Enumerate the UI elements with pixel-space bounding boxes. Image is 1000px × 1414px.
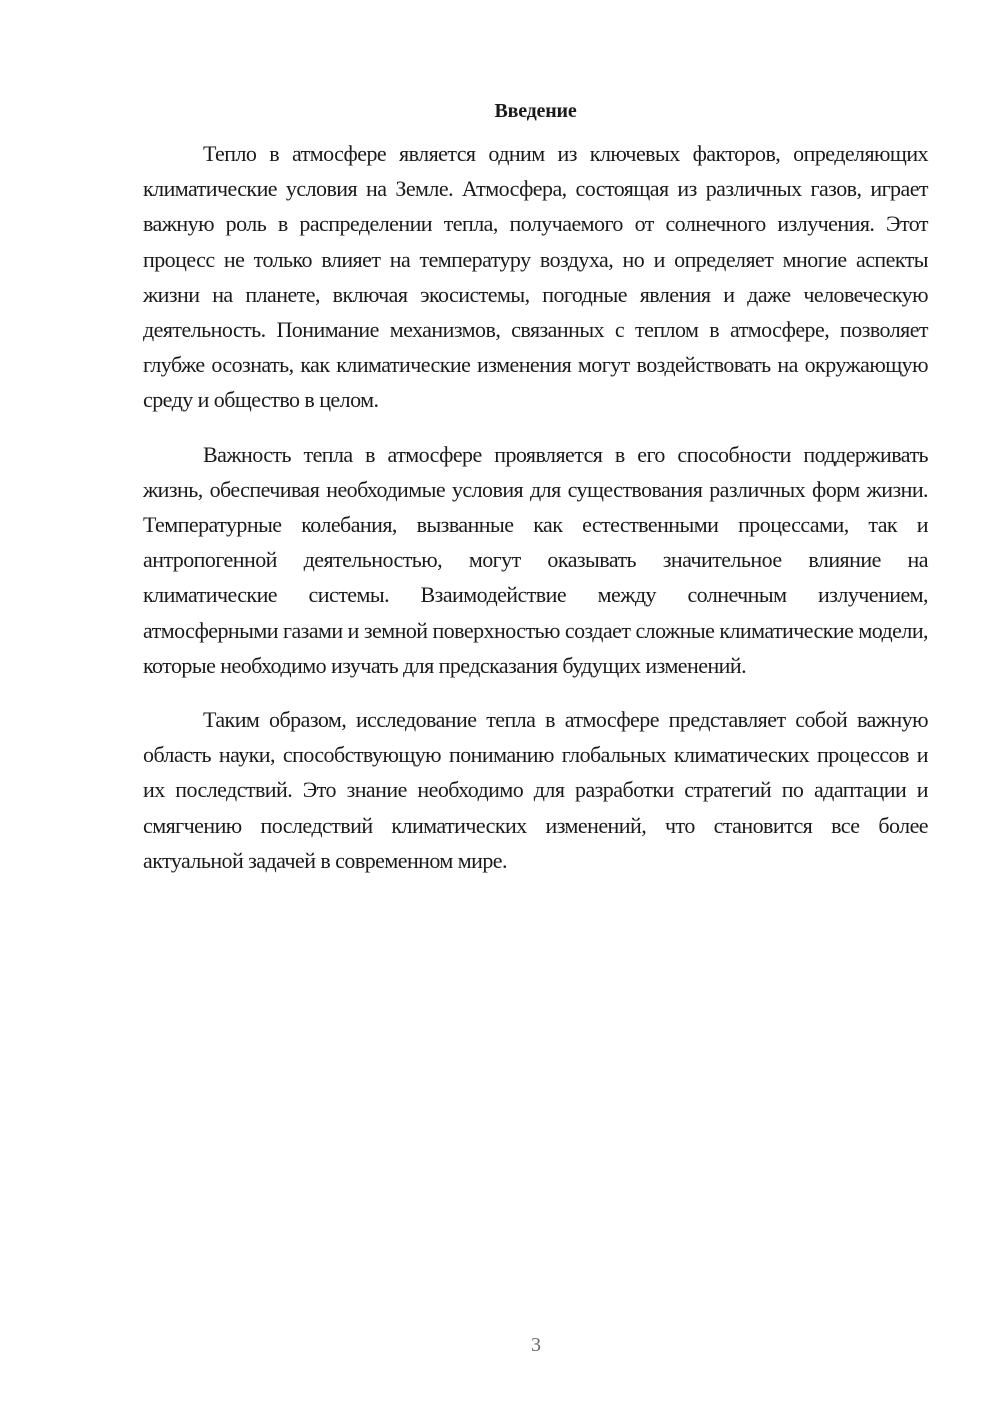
page-number: 3 (531, 1334, 541, 1356)
paragraph-3: Таким образом, исследование тепла в атмосфере представляет собой важную область науки, способствующую пониманию глобальных климатических процессов и их последствий. Это знание необходимо для разработки стратегий по адаптации и смягчению последствий климатических изменений, что становится все более актуальной задачей в современном мире. (143, 707, 928, 873)
section-title: Введение (494, 100, 577, 122)
page-content (143, 96, 928, 898)
paragraph-1: Тепло в атмосфере является одним из ключевых факторов, определяющих климатические условия на Земле. Атмосфера, состоящая из различных газов, играет важную роль в распределении тепла, получаемого от солнечного излучения. Этот процесс не только влияет на температуру воздуха, но и определяет многие аспекты жизни на планете, включая экосистемы, погодные явления и даже человеческую деятельность. Понимание механизмов, связанных с теплом в атмосфере, позволяет глубже осознать, как климатические изменения могут воздействовать на окружающую среду и общество в целом. (143, 141, 928, 413)
paragraph-2: Важность тепла в атмосфере проявляется в его способности поддерживать жизнь, обеспечивая необходимые условия для существования различных форм жизни. Температурные колебания, вызванные как естественными процессами, так и антропогенной деятельностью, могут оказывать значительное влияние на климатические системы. Взаимодействие между солнечным излучением, атмосферными газами и земной поверхностью создает сложные климатические модели, которые необходимо изучать для предсказания будущих изменений. (143, 441, 928, 678)
